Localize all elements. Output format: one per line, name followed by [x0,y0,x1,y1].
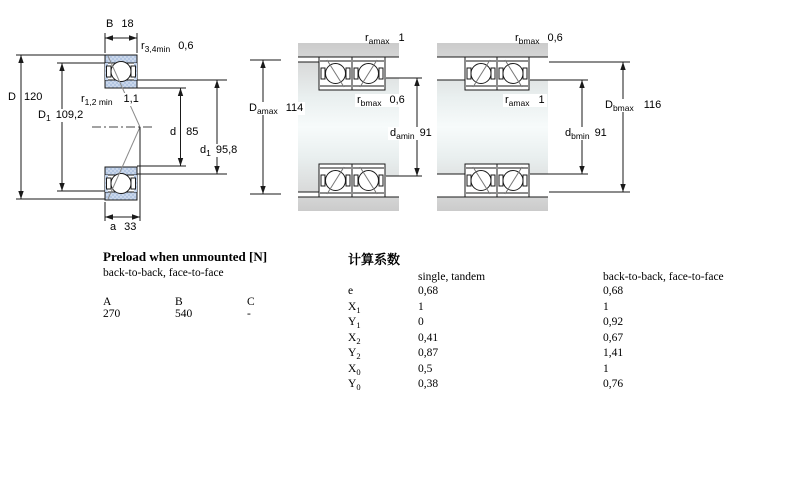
factors-table [348,285,623,394]
dim-label-rbmax-mid: $r_{bmax}$ 0,6 [357,94,405,108]
preload-value-A: 270 [103,308,121,320]
preload-title: Preload when unmounted [N] [103,249,268,264]
preload-col-B: B [175,296,183,308]
factor-row-Y1: $Y_1$ 0 0,92 [348,316,624,330]
dim-label-Dbmax: $D_{bmax}$ 116 [605,99,662,113]
bearing-bottom-right [497,164,529,197]
factors-title: 计算系数 [348,252,401,267]
bearing-top-right [497,57,529,90]
bearing-top-left [465,57,497,90]
factor-row-Y0: $Y_0$ 0,38 0,76 [348,378,624,392]
preload-value-C: - [247,308,251,320]
factors-col-paired-header: back-to-back, face-to-face [603,271,724,283]
dim-label-B: B 18 [106,18,134,30]
dim-label-a: a 33 [110,221,137,233]
cage [107,66,112,77]
preload-col-C: C [247,296,255,308]
dim-label-dbmin: $d_{bmin}$ 91 [565,127,607,141]
dim-label-ramax-mid: $r_{amax}$ 1 [505,94,545,108]
factor-row-X0: $X_0$ 0,5 1 [348,362,609,377]
bearing-bottom-right [352,164,385,197]
bearing-top-right [352,57,385,90]
dim-label-r34: $r_{3,4min}$ 0,6 [141,40,194,54]
dim-label-d: d 85 [170,126,199,138]
cage [107,178,112,189]
preload-col-A: A [103,296,112,308]
factor-row-X2: $X_2$ 0,41 0,67 [348,331,624,346]
dim-label-d1: $d_1$ 95,8 [200,144,238,158]
bearing-bottom-left [465,164,497,197]
dim-label-r12: $r_{1,2 min}$ 1,1 [81,93,139,107]
factor-row-X1: $X_1$ 1 1 [348,300,609,315]
dim-label-ramax-top: $r_{amax}$ 1 [365,32,405,46]
cage [131,178,136,189]
ball [111,174,131,194]
dim-label-rbmax-top: $r_{bmax}$ 0,6 [515,32,563,46]
factor-row-Y2: $Y_2$ 0,87 1,41 [348,347,624,361]
dim-label-damin: $d_{amin}$ 91 [390,127,432,141]
factor-row-e: e 0,68 0,68 [348,285,624,297]
bearing-section-bottom [105,127,140,200]
factors-col-single-header: single, tandem [418,271,486,283]
preload-subtitle: back-to-back, face-to-face [103,267,224,279]
dim-label-D: D 120 [8,91,43,103]
ball [111,62,131,82]
preload-header-row [103,296,287,308]
dim-label-D1: $D_1$ 109,2 [38,109,84,123]
bearing-bottom-left [319,164,352,197]
preload-value-B: 540 [175,308,193,320]
preload-value-row [103,308,287,320]
cage [131,66,136,77]
bearing-section-top [105,55,140,127]
dim-label-Damax: $D_{amax}$ 114 [249,102,304,116]
bearing-top-left [319,57,352,90]
